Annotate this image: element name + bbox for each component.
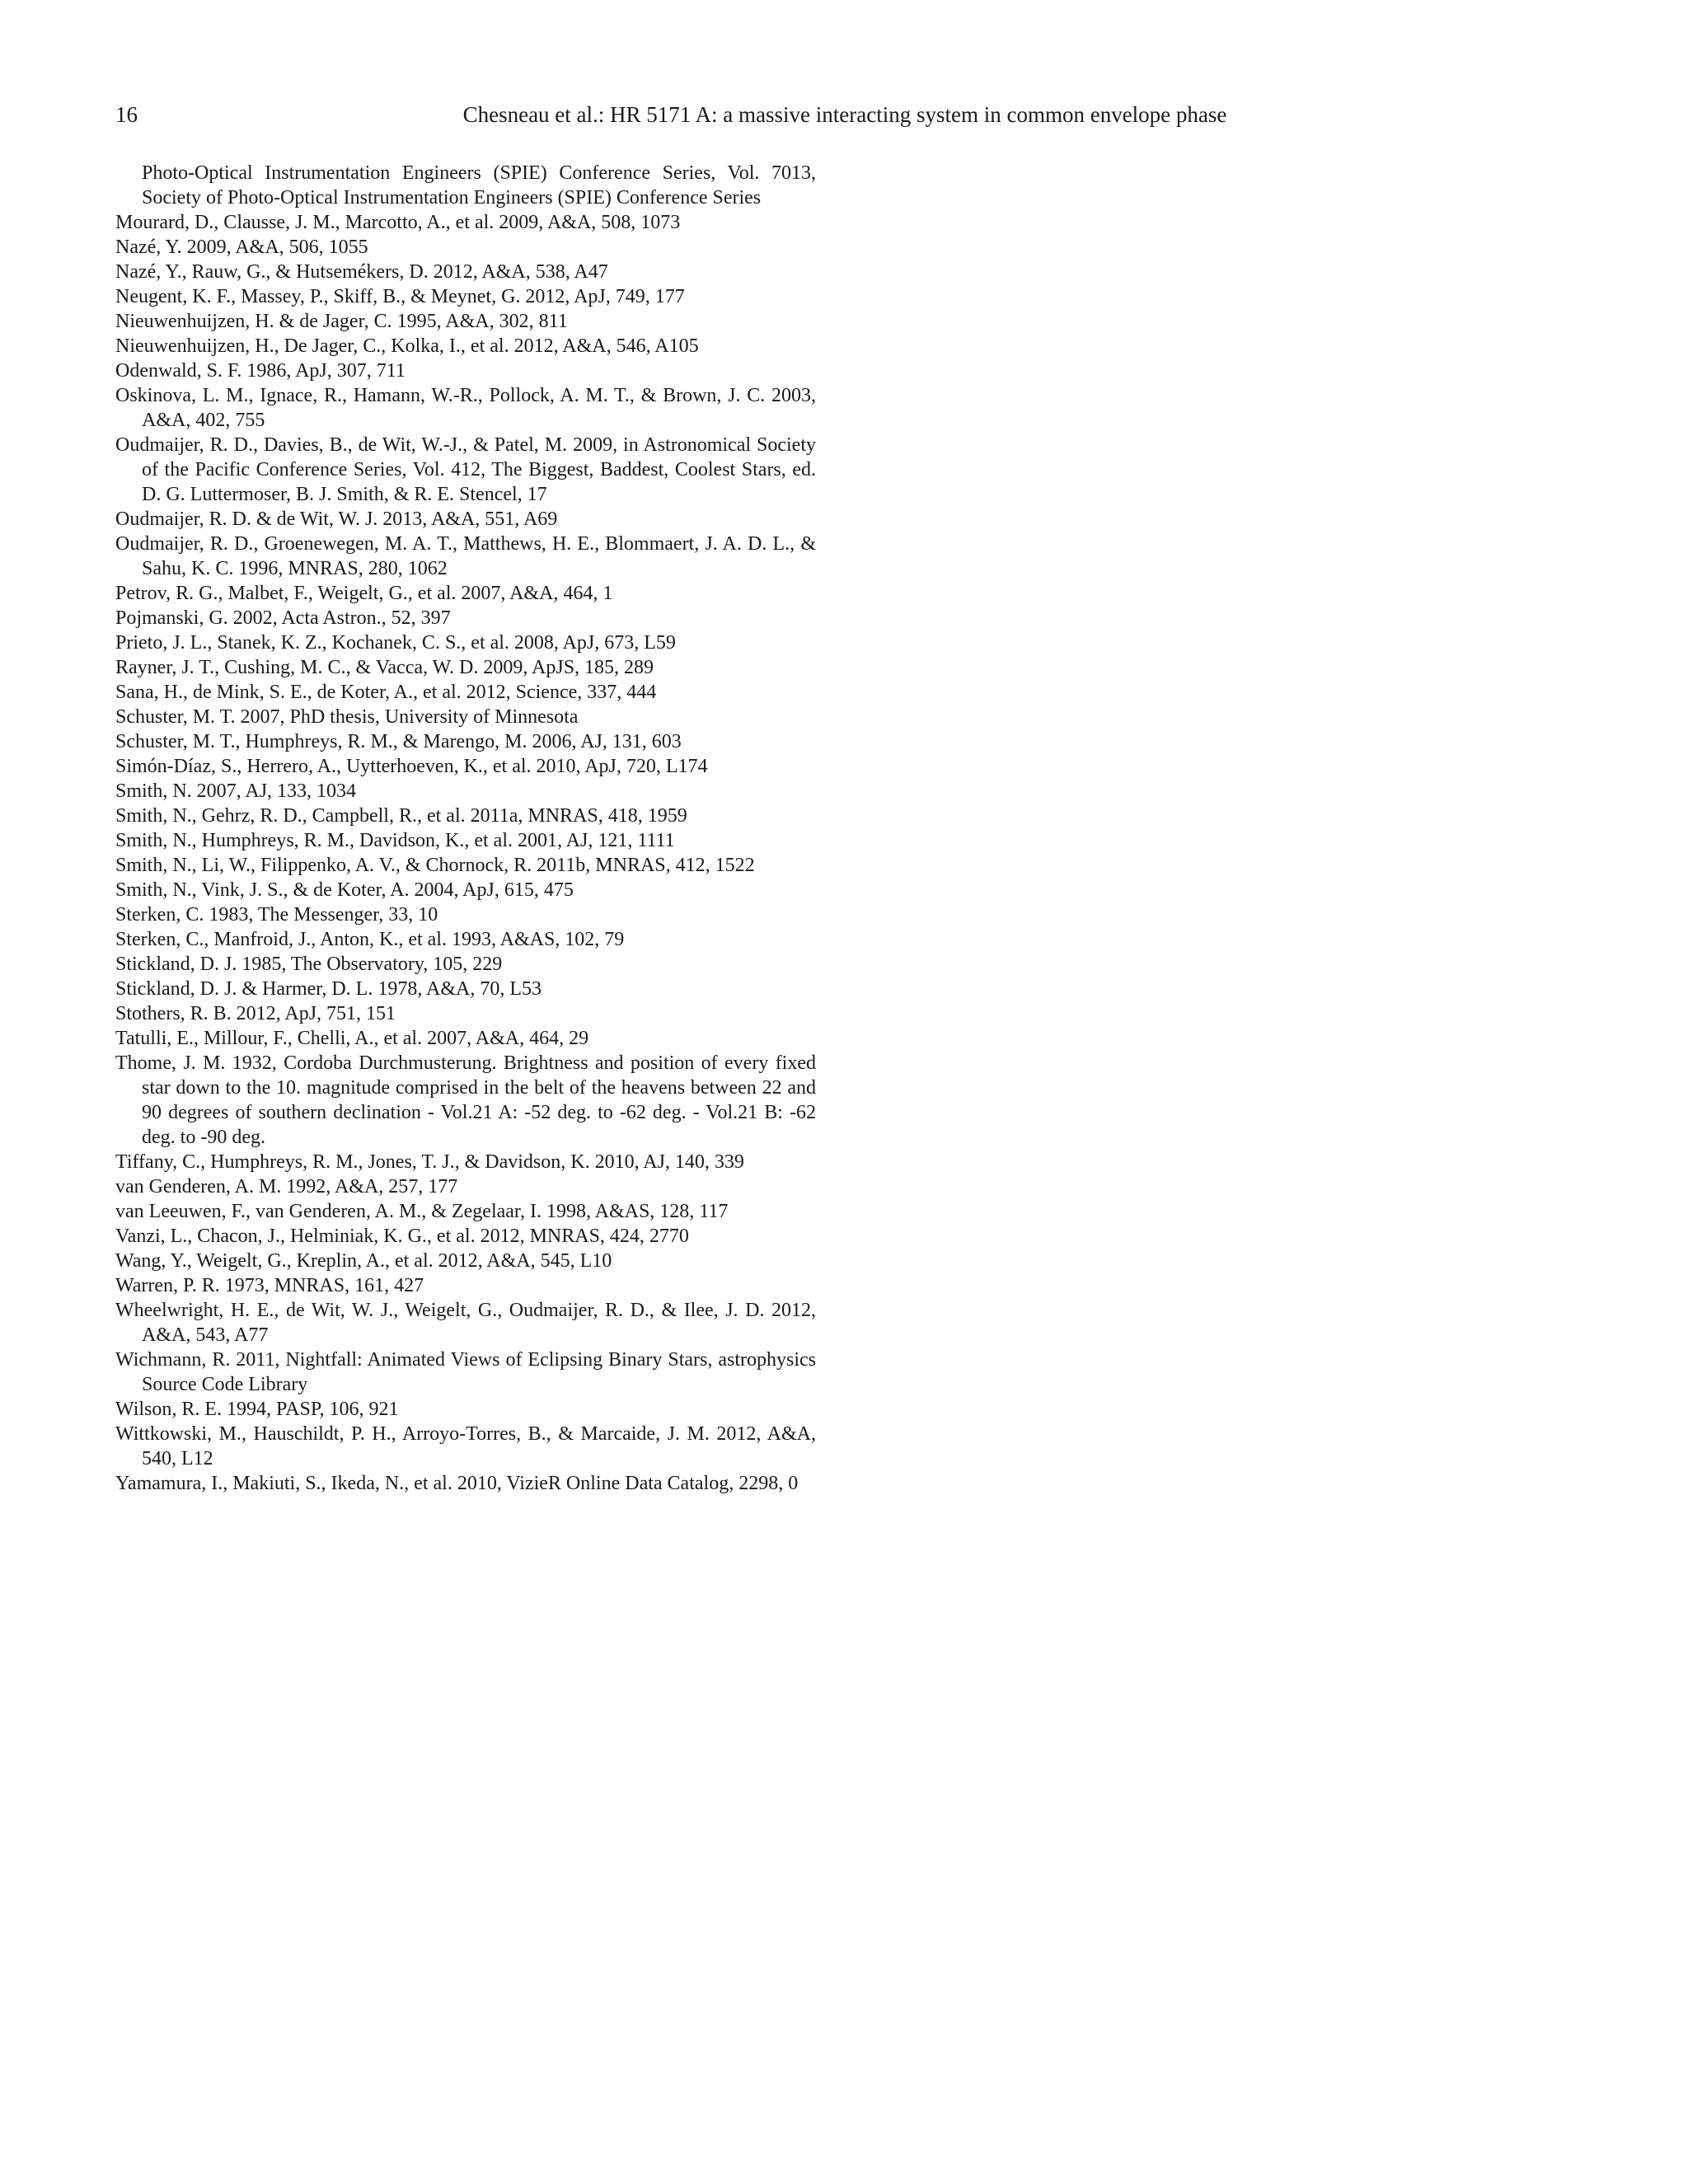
reference-entry: Smith, N., Gehrz, R. D., Campbell, R., et al. 2011a, MNRAS, 418, 1959 — [115, 805, 687, 827]
reference-entry: Neugent, K. F., Massey, P., Skiff, B., & Meynet, G. 2012, ApJ, 749, 177 — [115, 286, 685, 307]
reference-list — [115, 161, 816, 1496]
reference-entry: Wichmann, R. 2011, Nightfall: Animated Views of Eclipsing Binary Stars, astrophysics Source Code Library — [115, 1349, 816, 1395]
reference-entry: Rayner, J. T., Cushing, M. C., & Vacca, W. D. 2009, ApJS, 185, 289 — [115, 657, 654, 678]
reference-entry: Tatulli, E., Millour, F., Chelli, A., et al. 2007, A&A, 464, 29 — [115, 1028, 589, 1049]
reference-entry: Thome, J. M. 1932, Cordoba Durchmusterung. Brightness and position of every fixed star down to the 10. magnitude comprised in the belt of the heavens between 22 and 90 degrees of southern declination - Vol.21 A: -52 deg. to -62 deg. - Vol.21 B: -62 deg. to -90 deg. — [115, 1052, 816, 1148]
page-header — [115, 98, 1574, 131]
reference-entry: Wang, Y., Weigelt, G., Kreplin, A., et al. 2012, A&A, 545, L10 — [115, 1250, 612, 1272]
reference-entry: Prieto, J. L., Stanek, K. Z., Kochanek, C. S., et al. 2008, ApJ, 673, L59 — [115, 632, 676, 654]
reference-entry: van Leeuwen, F., van Genderen, A. M., & Zegelaar, I. 1998, A&AS, 128, 117 — [115, 1201, 729, 1222]
reference-entry: Schuster, M. T., Humphreys, R. M., & Marengo, M. 2006, AJ, 131, 603 — [115, 731, 682, 752]
reference-entry: Smith, N., Li, W., Filippenko, A. V., & Chornock, R. 2011b, MNRAS, 412, 1522 — [115, 855, 755, 876]
reference-entry: Petrov, R. G., Malbet, F., Weigelt, G., et al. 2007, A&A, 464, 1 — [115, 583, 613, 604]
reference-entry: Warren, P. R. 1973, MNRAS, 161, 427 — [115, 1275, 424, 1296]
reference-entry: Vanzi, L., Chacon, J., Helminiak, K. G., et al. 2012, MNRAS, 424, 2770 — [115, 1226, 689, 1247]
reference-entry: Smith, N., Vink, J. S., & de Koter, A. 2004, ApJ, 615, 475 — [115, 879, 574, 901]
reference-entry: Nieuwenhuijzen, H., De Jager, C., Kolka, I., et al. 2012, A&A, 546, A105 — [115, 335, 699, 357]
reference-entry: Wheelwright, H. E., de Wit, W. J., Weigelt, G., Oudmaijer, R. D., & Ilee, J. D. 2012, A&A, 543, A77 — [115, 1300, 816, 1346]
reference-entry: Smith, N. 2007, AJ, 133, 1034 — [115, 780, 357, 802]
reference-entry: Nazé, Y. 2009, A&A, 506, 1055 — [115, 237, 368, 258]
running-title: Chesneau et al.: HR 5171 A: a massive interacting system in common envelope phase — [462, 102, 1227, 127]
reference-entry: Oudmaijer, R. D., Groenewegen, M. A. T., Matthews, H. E., Blommaert, J. A. D. L., & Sahu, K. C. 1996, MNRAS, 280, 1062 — [115, 533, 816, 579]
reference-entry: Pojmanski, G. 2002, Acta Astron., 52, 397 — [115, 607, 451, 629]
reference-entry: Sterken, C., Manfroid, J., Anton, K., et al. 1993, A&AS, 102, 79 — [115, 929, 625, 950]
reference-entry: Stickland, D. J. 1985, The Observatory, 105, 229 — [115, 954, 503, 975]
reference-entry: Odenwald, S. F. 1986, ApJ, 307, 711 — [115, 360, 406, 382]
reference-entry: Smith, N., Humphreys, R. M., Davidson, K., et al. 2001, AJ, 121, 1111 — [115, 830, 675, 851]
reference-entry: Oskinova, L. M., Ignace, R., Hamann, W.-R., Pollock, A. M. T., & Brown, J. C. 2003, A&A, 402, 755 — [115, 385, 816, 431]
reference-entry: Simón-Díaz, S., Herrero, A., Uytterhoeven, K., et al. 2010, ApJ, 720, L174 — [115, 756, 708, 777]
reference-entry: Schuster, M. T. 2007, PhD thesis, University of Minnesota — [115, 706, 579, 728]
reference-entry: Wittkowski, M., Hauschildt, P. H., Arroyo-Torres, B., & Marcaide, J. M. 2012, A&A, 540, L12 — [115, 1423, 816, 1469]
reference-entry: van Genderen, A. M. 1992, A&A, 257, 177 — [115, 1176, 458, 1197]
reference-entry: Oudmaijer, R. D. & de Wit, W. J. 2013, A&A, 551, A69 — [115, 509, 558, 530]
reference-entry: Stickland, D. J. & Harmer, D. L. 1978, A&A, 70, L53 — [115, 978, 542, 1000]
reference-entry: Sterken, C. 1983, The Messenger, 33, 10 — [115, 904, 438, 926]
reference-entry: Nieuwenhuijzen, H. & de Jager, C. 1995, A&A, 302, 811 — [115, 311, 568, 332]
reference-entry: Mourard, D., Clausse, J. M., Marcotto, A., et al. 2009, A&A, 508, 1073 — [115, 212, 681, 233]
reference-entry: Sana, H., de Mink, S. E., de Koter, A., et al. 2012, Science, 337, 444 — [115, 682, 657, 703]
reference-entry: Nazé, Y., Rauw, G., & Hutsemékers, D. 2012, A&A, 538, A47 — [115, 261, 608, 283]
reference-entry: Stothers, R. B. 2012, ApJ, 751, 151 — [115, 1003, 396, 1024]
page-number: 16 — [115, 102, 138, 127]
reference-entry: Photo-Optical Instrumentation Engineers (SPIE) Conference Series, Vol. 7013, Society of Photo-Optical Instrumentation Engineers (SPIE) Conference Series — [142, 162, 816, 209]
reference-entry: Oudmaijer, R. D., Davies, B., de Wit, W.-J., & Patel, M. 2009, in Astronomical Society of the Pacific Conference Series, Vol. 412, The Biggest, Baddest, Coolest Stars, ed. D. G. Luttermoser, B. J. Smith, & R. E. Stencel, 17 — [115, 434, 816, 505]
reference-entry: Tiffany, C., Humphreys, R. M., Jones, T. J., & Davidson, K. 2010, AJ, 140, 339 — [115, 1151, 744, 1173]
reference-entry: Yamamura, I., Makiuti, S., Ikeda, N., et al. 2010, VizieR Online Data Catalog, 2298, 0 — [115, 1473, 799, 1494]
reference-entry: Wilson, R. E. 1994, PASP, 106, 921 — [115, 1399, 399, 1420]
